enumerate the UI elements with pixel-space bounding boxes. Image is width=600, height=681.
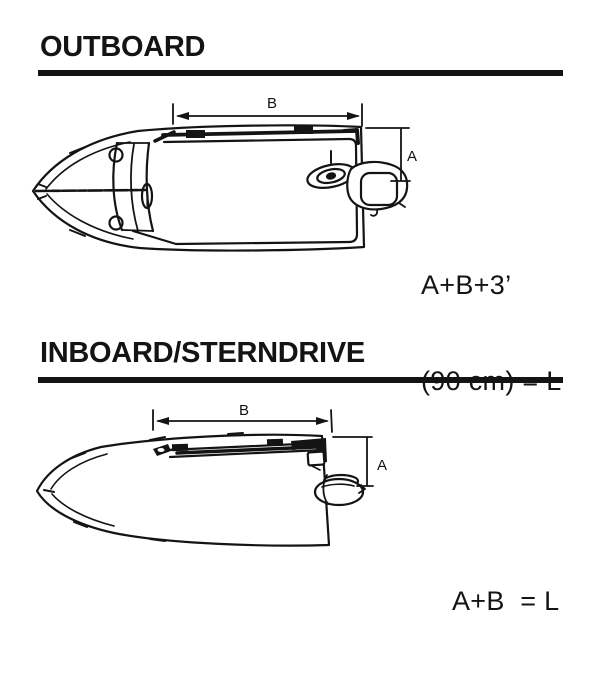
outboard-section-title: OUTBOARD xyxy=(40,31,206,63)
inboard-divider-rule xyxy=(38,377,563,383)
outboard-dimension-b xyxy=(173,95,362,126)
outboard-bow-centerline xyxy=(36,190,145,191)
outboard-divider-rule xyxy=(38,70,563,76)
inboard-boat-diagram xyxy=(20,390,420,575)
inboard-dim-a-label: A xyxy=(377,457,388,474)
outboard-dim-b-label: B xyxy=(266,95,278,112)
inboard-formula xyxy=(452,521,559,681)
outboard-formula xyxy=(421,205,562,461)
inboard-dimension-b xyxy=(153,402,332,432)
outboard-formula-line1: A+B+3’ xyxy=(421,270,512,300)
inboard-formula-line1: A+B = L xyxy=(452,586,560,616)
inboard-dim-b-label: B xyxy=(238,402,250,419)
inboard-section-title: INBOARD/STERNDRIVE xyxy=(40,337,365,369)
outboard-hull xyxy=(33,125,364,250)
outboard-dim-a-label: A xyxy=(407,148,418,165)
outboard-boat-diagram xyxy=(20,85,420,265)
